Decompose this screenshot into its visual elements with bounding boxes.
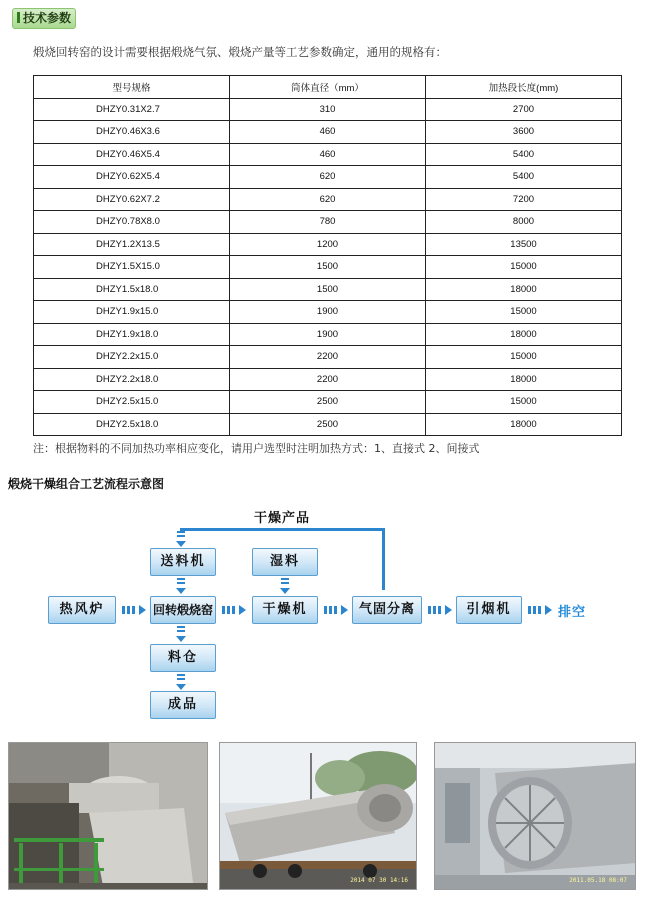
table-row <box>34 256 622 279</box>
header-diameter: 筒体直径（mm） <box>230 76 426 99</box>
table-row <box>34 301 622 324</box>
dry-product-label: 干燥产品 <box>254 511 311 526</box>
cell-diameter: 1900 <box>230 301 426 324</box>
cell-diameter: 620 <box>230 188 426 211</box>
cell-model: DHZY0.46X5.4 <box>34 143 230 166</box>
cell-diameter: 460 <box>230 143 426 166</box>
cell-model: DHZY0.62X7.2 <box>34 188 230 211</box>
arrow-down-to-dryer <box>280 578 290 594</box>
cell-length: 8000 <box>426 211 622 234</box>
cell-diameter: 460 <box>230 121 426 144</box>
cell-length: 5400 <box>426 143 622 166</box>
table-row <box>34 233 622 256</box>
cell-model: DHZY1.9x18.0 <box>34 323 230 346</box>
process-flow-diagram <box>0 500 645 725</box>
header-model: 型号规格 <box>34 76 230 99</box>
table-row <box>34 166 622 189</box>
return-line-up <box>382 528 385 590</box>
table-row <box>34 211 622 234</box>
cell-diameter: 2500 <box>230 391 426 414</box>
section-label: 技术参数 <box>23 11 72 25</box>
cell-model: DHZY0.62X5.4 <box>34 166 230 189</box>
arrow-right-5 <box>528 605 552 615</box>
table-row <box>34 413 622 436</box>
photo-kiln-workshop-image <box>9 743 208 890</box>
table-row <box>34 391 622 414</box>
cell-diameter: 310 <box>230 98 426 121</box>
photo-kiln-on-truck-image <box>220 743 417 890</box>
heating-note: 注：根据物料的不同加热功率相应变化，请用户选型时注明加热方式：1、直接式 2、间接式 <box>33 442 480 455</box>
cell-diameter: 1900 <box>230 323 426 346</box>
cell-length: 15000 <box>426 391 622 414</box>
cell-model: DHZY0.46X3.6 <box>34 121 230 144</box>
arrow-down-to-bin <box>176 626 186 642</box>
arrow-down-to-kiln <box>176 578 186 594</box>
wet-material-box: 湿料 <box>252 548 318 576</box>
arrow-right-3 <box>324 605 348 615</box>
cell-diameter: 1500 <box>230 278 426 301</box>
flow-title: 煅烧干燥组合工艺流程示意图 <box>8 477 165 491</box>
spec-table <box>33 75 622 436</box>
photo-kiln-factory <box>434 742 636 890</box>
arrow-down-to-product <box>176 674 186 690</box>
table-row <box>34 143 622 166</box>
intro-text: 煅烧回转窑的设计需要根据煅烧气氛、煅烧产量等工艺参数确定，通用的规格有： <box>33 45 447 59</box>
rotary-kiln-box: 回转煅烧窑 <box>150 596 216 624</box>
photo-timestamp-2: 2014 07 30 14:16 <box>350 877 408 884</box>
hot-air-furnace-box: 热风炉 <box>48 596 116 624</box>
arrow-right-2 <box>222 605 246 615</box>
cell-diameter: 2200 <box>230 368 426 391</box>
cell-diameter: 2200 <box>230 346 426 369</box>
table-row <box>34 346 622 369</box>
arrow-down-to-feeder <box>176 531 186 547</box>
cell-length: 18000 <box>426 278 622 301</box>
cell-length: 2700 <box>426 98 622 121</box>
section-badge <box>12 8 76 29</box>
cell-diameter: 620 <box>230 166 426 189</box>
table-row <box>34 121 622 144</box>
cell-model: DHZY0.78X8.0 <box>34 211 230 234</box>
cell-diameter: 1200 <box>230 233 426 256</box>
cell-length: 18000 <box>426 323 622 346</box>
photo-timestamp-3: 2011.05.18 08:07 <box>569 877 627 884</box>
exhaust-label: 排空 <box>558 605 587 620</box>
dryer-box: 干燥机 <box>252 596 318 624</box>
photo-kiln-workshop <box>8 742 208 890</box>
gas-solid-separator-box: 气固分离 <box>352 596 422 624</box>
table-row <box>34 98 622 121</box>
cell-model: DHZY0.31X2.7 <box>34 98 230 121</box>
cell-length: 15000 <box>426 346 622 369</box>
cell-diameter: 780 <box>230 211 426 234</box>
cell-diameter: 2500 <box>230 413 426 436</box>
induced-draft-fan-box: 引烟机 <box>456 596 522 624</box>
cell-length: 3600 <box>426 121 622 144</box>
table-row <box>34 278 622 301</box>
cell-model: DHZY2.2x15.0 <box>34 346 230 369</box>
photo-kiln-factory-image <box>435 743 636 890</box>
cell-model: DHZY2.5x18.0 <box>34 413 230 436</box>
cell-model: DHZY1.2X13.5 <box>34 233 230 256</box>
table-row <box>34 323 622 346</box>
arrow-right-1 <box>122 605 146 615</box>
cell-diameter: 1500 <box>230 256 426 279</box>
cell-model: DHZY1.5x18.0 <box>34 278 230 301</box>
cell-model: DHZY1.9x15.0 <box>34 301 230 324</box>
cell-model: DHZY2.5x15.0 <box>34 391 230 414</box>
cell-length: 18000 <box>426 368 622 391</box>
cell-model: DHZY1.5X15.0 <box>34 256 230 279</box>
cell-length: 18000 <box>426 413 622 436</box>
bin-box: 料仓 <box>150 644 216 672</box>
table-row <box>34 368 622 391</box>
cell-length: 15000 <box>426 301 622 324</box>
feeder-box: 送料机 <box>150 548 216 576</box>
cell-length: 5400 <box>426 166 622 189</box>
table-row <box>34 188 622 211</box>
header-length: 加热段长度(mm) <box>426 76 622 99</box>
finished-product-box: 成品 <box>150 691 216 719</box>
return-line-top <box>180 528 385 531</box>
photo-kiln-on-truck <box>219 742 417 890</box>
table-header-row <box>34 76 622 99</box>
cell-length: 13500 <box>426 233 622 256</box>
cell-length: 15000 <box>426 256 622 279</box>
cell-length: 7200 <box>426 188 622 211</box>
arrow-right-4 <box>428 605 452 615</box>
cell-model: DHZY2.2x18.0 <box>34 368 230 391</box>
